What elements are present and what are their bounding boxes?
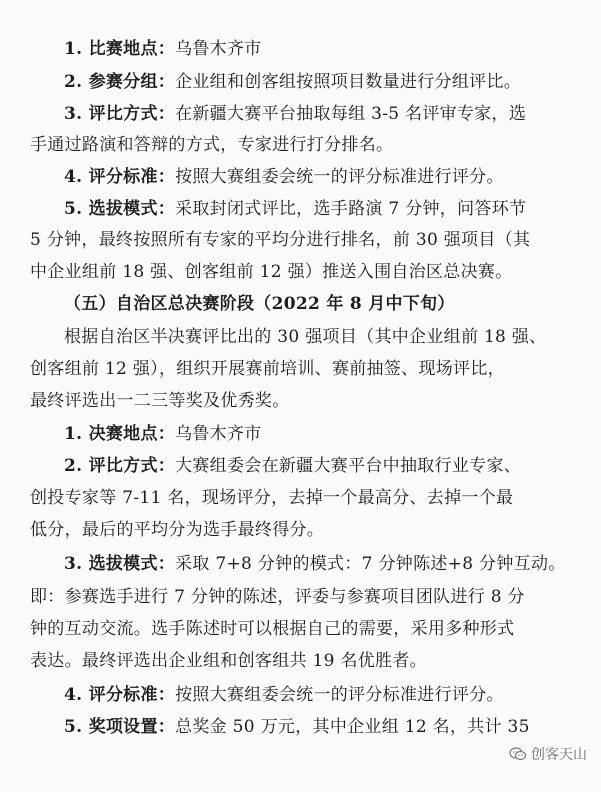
text-line [64,684,504,706]
item-heading: 3. 选拔模式： [64,554,176,574]
text-line [30,261,512,283]
watermark-text: 创客天山 [531,747,587,763]
item-heading: 4. 评分标准： [64,685,176,705]
text-line [30,358,505,380]
wechat-icon [509,746,527,762]
item-text: 最终评选出一二三等奖及优秀奖。 [30,391,290,411]
text-line [30,618,514,640]
text-line [30,586,525,608]
item-heading: 2. 评比方式： [64,456,176,476]
item-heading: 4. 评分标准： [64,167,176,187]
item-heading: 2. 参赛分组： [64,72,176,92]
item-text: 表达。最终评选出企业组和创客组共 19 名优胜者。 [30,651,427,671]
text-line [30,390,290,412]
item-text: 即：参赛选手进行 7 分钟的陈述，评委与参赛项目团队进行 8 分 [30,587,525,607]
item-text: 采取封闭式评比，选手路演 7 分钟，问答环节 [175,199,527,219]
item-text: 中企业组前 18 强、创客组前 12 强）推送入围自治区总决赛。 [30,262,513,282]
text-line [64,198,526,220]
item-heading: 3. 评比方式： [64,104,176,124]
text-line [64,423,262,445]
text-line [64,326,546,348]
text-line [64,38,262,60]
item-text: 5 分钟，最终按照所有专家的平均分进行排名，前 30 强项目（其 [30,230,531,250]
text-line [64,71,521,93]
item-text: 创投专家等 7-11 名，现场评分，去掉一个最高分、去掉一个最 [30,488,514,508]
text-line [30,487,513,509]
item-heading: 1. 比赛地点： [64,39,176,59]
item-text: 在新疆大赛平台抽取每组 3-5 名评审专家，选 [175,104,527,124]
text-line [30,134,393,156]
item-heading: 5. 选拔模式： [64,199,176,219]
item-text: 乌鲁木齐市 [175,424,262,444]
text-line [64,103,526,125]
item-text: 创客组前 12 强），组织开展赛前培训、赛前抽签、现场评比， [30,359,505,379]
item-text: 按照大赛组委会统一的评分标准进行评分。 [175,685,504,705]
text-line [30,650,427,672]
section-heading [64,293,455,315]
text-line [64,716,530,738]
item-text: 低分，最后的平均分为选手最终得分。 [30,520,325,540]
watermark [509,744,587,764]
item-text: 根据自治区半决赛评比出的 30 强项目（其中企业组前 18 强、 [64,327,547,347]
item-heading: 5. 奖项设置： [64,717,176,737]
text-line [64,455,521,477]
text-line [64,166,504,188]
item-text: 总奖金 50 万元，其中企业组 12 名，共计 35 [175,717,530,737]
item-text: 大赛组委会在新疆大赛平台中抽取行业专家、 [175,456,522,476]
item-text: 手通过路演和答辩的方式，专家进行打分排名。 [30,135,394,155]
text-line [30,229,530,251]
item-text: 按照大赛组委会统一的评分标准进行评分。 [175,167,504,187]
item-heading: 1. 决赛地点： [64,424,176,444]
item-text: 钟的互动交流。选手陈述时可以根据自己的需要，采用多种形式 [30,619,515,639]
text-line [30,519,324,541]
item-text: 乌鲁木齐市 [175,39,262,59]
item-text: 采取 7+8 分钟的模式：7 分钟陈述+8 分钟互动。 [175,554,566,574]
item-text: 企业组和创客组按照项目数量进行分组评比。 [175,72,522,92]
section-heading-text: （五）自治区总决赛阶段（2022 年 8 月中下旬） [64,294,455,314]
text-line [64,553,566,575]
